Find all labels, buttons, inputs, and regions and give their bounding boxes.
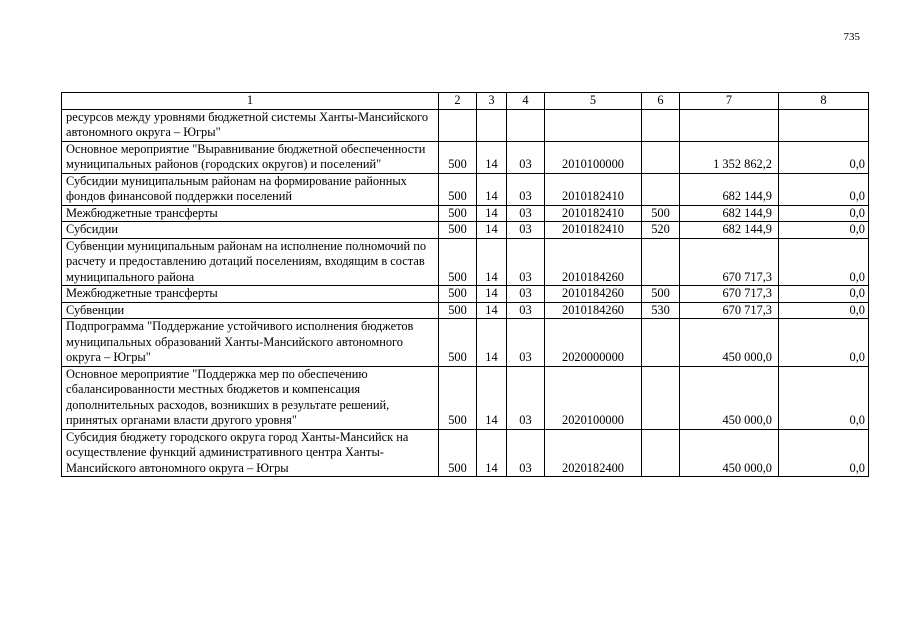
cell-ministry — [439, 109, 477, 141]
cell-amount-2: 0,0 — [779, 302, 869, 319]
cell-subsection — [507, 109, 545, 141]
header-col-7: 7 — [680, 93, 779, 110]
cell-amount: 682 144,9 — [680, 222, 779, 239]
cell-amount-2: 0,0 — [779, 429, 869, 477]
cell-ministry: 500 — [439, 286, 477, 303]
table-row — [62, 238, 869, 286]
cell-target-item — [545, 109, 642, 141]
table-row — [62, 141, 869, 173]
cell-name: Субвенции муниципальным районам на исполнение полномочий по расчету и предоставлению дотаций поселениям, входящим в состав муниципального района — [62, 238, 439, 286]
cell-target-item: 2010182410 — [545, 173, 642, 205]
cell-expense-type — [642, 238, 680, 286]
cell-target-item: 2010184260 — [545, 302, 642, 319]
cell-section: 14 — [477, 141, 507, 173]
table-row — [62, 222, 869, 239]
cell-name: Субсидии — [62, 222, 439, 239]
cell-amount-2: 0,0 — [779, 222, 869, 239]
cell-amount-2: 0,0 — [779, 205, 869, 222]
cell-name: Субвенции — [62, 302, 439, 319]
cell-expense-type — [642, 319, 680, 367]
cell-expense-type: 500 — [642, 205, 680, 222]
cell-subsection: 03 — [507, 286, 545, 303]
cell-target-item: 2020000000 — [545, 319, 642, 367]
cell-section: 14 — [477, 429, 507, 477]
cell-amount: 670 717,3 — [680, 286, 779, 303]
cell-amount — [680, 109, 779, 141]
cell-amount-2 — [779, 109, 869, 141]
table-row — [62, 429, 869, 477]
cell-target-item: 2010184260 — [545, 286, 642, 303]
cell-expense-type — [642, 429, 680, 477]
cell-section: 14 — [477, 366, 507, 429]
cell-target-item: 2020182400 — [545, 429, 642, 477]
cell-amount: 670 717,3 — [680, 238, 779, 286]
cell-ministry: 500 — [439, 319, 477, 367]
cell-amount: 1 352 862,2 — [680, 141, 779, 173]
table-row — [62, 205, 869, 222]
cell-ministry: 500 — [439, 366, 477, 429]
cell-subsection: 03 — [507, 141, 545, 173]
budget-table — [61, 92, 869, 477]
cell-amount-2: 0,0 — [779, 319, 869, 367]
cell-target-item: 2010100000 — [545, 141, 642, 173]
header-col-6: 6 — [642, 93, 680, 110]
table-row — [62, 286, 869, 303]
cell-expense-type — [642, 141, 680, 173]
header-row — [62, 93, 869, 110]
cell-section — [477, 109, 507, 141]
cell-amount-2: 0,0 — [779, 366, 869, 429]
cell-subsection: 03 — [507, 429, 545, 477]
cell-ministry: 500 — [439, 429, 477, 477]
cell-amount: 682 144,9 — [680, 205, 779, 222]
cell-subsection: 03 — [507, 319, 545, 367]
cell-name: Основное мероприятие "Поддержка мер по обеспечению сбалансированности местных бюджетов и компенсация дополнительных расходов, возникших в результате решений, принятых органами власти другого уровня" — [62, 366, 439, 429]
cell-amount-2: 0,0 — [779, 141, 869, 173]
cell-subsection: 03 — [507, 302, 545, 319]
page-number: 735 — [843, 31, 860, 43]
cell-amount-2: 0,0 — [779, 238, 869, 286]
cell-name: Подпрограмма "Поддержание устойчивого исполнения бюджетов муниципальных образований Ханты-Мансийского автономного округа – Югры" — [62, 319, 439, 367]
cell-ministry: 500 — [439, 302, 477, 319]
table-row — [62, 366, 869, 429]
table-row — [62, 109, 869, 141]
cell-section: 14 — [477, 238, 507, 286]
cell-name: Межбюджетные трансферты — [62, 286, 439, 303]
cell-expense-type: 500 — [642, 286, 680, 303]
cell-name: Межбюджетные трансферты — [62, 205, 439, 222]
cell-section: 14 — [477, 222, 507, 239]
header-col-3: 3 — [477, 93, 507, 110]
cell-name: ресурсов между уровнями бюджетной системы Ханты-Мансийского автономного округа – Югры" — [62, 109, 439, 141]
header-col-2: 2 — [439, 93, 477, 110]
cell-section: 14 — [477, 302, 507, 319]
cell-section: 14 — [477, 205, 507, 222]
cell-target-item: 2010182410 — [545, 222, 642, 239]
cell-section: 14 — [477, 319, 507, 367]
cell-subsection: 03 — [507, 222, 545, 239]
cell-expense-type — [642, 173, 680, 205]
cell-expense-type — [642, 366, 680, 429]
cell-ministry: 500 — [439, 222, 477, 239]
header-col-8: 8 — [779, 93, 869, 110]
cell-amount: 670 717,3 — [680, 302, 779, 319]
cell-section: 14 — [477, 286, 507, 303]
cell-target-item: 2010184260 — [545, 238, 642, 286]
header-col-1: 1 — [62, 93, 439, 110]
cell-subsection: 03 — [507, 205, 545, 222]
cell-amount-2: 0,0 — [779, 286, 869, 303]
cell-name: Субсидии муниципальным районам на формирование районных фондов финансовой поддержки поселений — [62, 173, 439, 205]
cell-ministry: 500 — [439, 173, 477, 205]
cell-amount: 682 144,9 — [680, 173, 779, 205]
cell-target-item: 2020100000 — [545, 366, 642, 429]
cell-ministry: 500 — [439, 205, 477, 222]
table-row — [62, 173, 869, 205]
header-col-4: 4 — [507, 93, 545, 110]
cell-amount-2: 0,0 — [779, 173, 869, 205]
cell-ministry: 500 — [439, 238, 477, 286]
cell-amount: 450 000,0 — [680, 429, 779, 477]
table-row — [62, 302, 869, 319]
cell-expense-type: 530 — [642, 302, 680, 319]
cell-expense-type — [642, 109, 680, 141]
cell-subsection: 03 — [507, 238, 545, 286]
table-row — [62, 319, 869, 367]
cell-ministry: 500 — [439, 141, 477, 173]
header-col-5: 5 — [545, 93, 642, 110]
cell-target-item: 2010182410 — [545, 205, 642, 222]
cell-amount: 450 000,0 — [680, 366, 779, 429]
cell-amount: 450 000,0 — [680, 319, 779, 367]
cell-subsection: 03 — [507, 173, 545, 205]
cell-section: 14 — [477, 173, 507, 205]
cell-expense-type: 520 — [642, 222, 680, 239]
cell-subsection: 03 — [507, 366, 545, 429]
cell-name: Субсидия бюджету городского округа город Ханты-Мансийск на осуществление функций административного центра Ханты-Мансийского автономного округа – Югры — [62, 429, 439, 477]
cell-name: Основное мероприятие "Выравнивание бюджетной обеспеченности муниципальных районов (городских округов) и поселений" — [62, 141, 439, 173]
